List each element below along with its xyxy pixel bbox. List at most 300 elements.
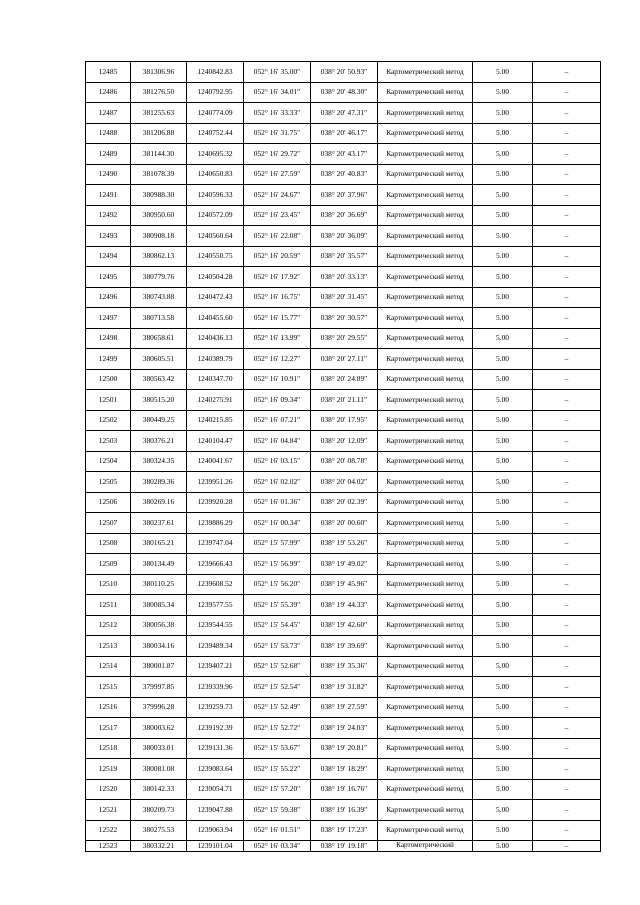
accuracy-cell: 5.00 [473,697,533,718]
latitude-cell: 052° 16′ 01.36″ [244,492,311,513]
point-number-cell: 12503 [86,431,131,452]
accuracy-cell: 5.00 [473,656,533,677]
longitude-cell: 038° 20′ 35.57″ [311,246,378,267]
table-row [86,205,601,226]
accuracy-cell: 5.00 [473,574,533,595]
note-cell: – [533,451,601,472]
table-row [86,779,601,800]
longitude-cell: 038° 19′ 18.29″ [311,759,378,780]
point-number-cell: 12496 [86,287,131,308]
table-row [86,369,601,390]
latitude-cell: 052° 16′ 34.01″ [244,82,311,103]
longitude-cell: 038° 20′ 17.95″ [311,410,378,431]
y-coordinate-cell: 1239886.29 [187,513,244,534]
latitude-cell: 052° 16′ 03.15″ [244,451,311,472]
point-number-cell: 12494 [86,246,131,267]
point-number-cell: 12513 [86,636,131,657]
accuracy-cell: 5.00 [473,103,533,124]
method-cell: Картометрический метод [378,328,473,349]
x-coordinate-cell: 380658.61 [131,328,187,349]
longitude-cell: 038° 20′ 50.93″ [311,62,378,83]
accuracy-cell: 5.00 [473,595,533,616]
longitude-cell: 038° 19′ 44.33″ [311,595,378,616]
accuracy-cell: 5.00 [473,779,533,800]
method-cell: Картометрический метод [378,492,473,513]
table-row [86,677,601,698]
method-cell: Картометрический метод [378,800,473,821]
point-number-cell: 12519 [86,759,131,780]
longitude-cell: 038° 20′ 08.78″ [311,451,378,472]
method-cell: Картометрический метод [378,697,473,718]
method-cell: Картометрический метод [378,738,473,759]
table-row [86,185,601,206]
point-number-cell: 12521 [86,800,131,821]
point-number-cell: 12512 [86,615,131,636]
x-coordinate-cell: 379997.85 [131,677,187,698]
latitude-cell: 052° 16′ 29.72″ [244,144,311,165]
note-cell: – [533,123,601,144]
accuracy-cell: 5.00 [473,738,533,759]
table-row [86,164,601,185]
point-number-cell: 12500 [86,369,131,390]
table-row [86,246,601,267]
y-coordinate-cell: 1239489.34 [187,636,244,657]
method-cell: Картометрический метод [378,267,473,288]
latitude-cell: 052° 16′ 27.59″ [244,164,311,185]
accuracy-cell: 5.00 [473,451,533,472]
method-cell: Картометрический метод [378,62,473,83]
note-cell: – [533,738,601,759]
table-body [86,62,601,852]
table-row [86,472,601,493]
note-cell: – [533,164,601,185]
note-cell: – [533,492,601,513]
table-row [86,226,601,247]
accuracy-cell: 5.00 [473,164,533,185]
y-coordinate-cell: 1240347.70 [187,369,244,390]
latitude-cell: 052° 16′ 01.51″ [244,820,311,841]
longitude-cell: 038° 19′ 20.81″ [311,738,378,759]
longitude-cell: 038° 20′ 12.09″ [311,431,378,452]
y-coordinate-cell: 1239339.96 [187,677,244,698]
accuracy-cell: 5.00 [473,533,533,554]
table-row [86,513,601,534]
latitude-cell: 052° 16′ 09.34″ [244,390,311,411]
longitude-cell: 038° 20′ 47.31″ [311,103,378,124]
x-coordinate-cell: 380056.38 [131,615,187,636]
longitude-cell: 038° 20′ 43.17″ [311,144,378,165]
longitude-cell: 038° 19′ 19.18″ [311,841,378,852]
note-cell: – [533,144,601,165]
table-row [86,738,601,759]
table-row [86,103,601,124]
accuracy-cell: 5.00 [473,349,533,370]
longitude-cell: 038° 20′ 29.55″ [311,328,378,349]
note-cell: – [533,431,601,452]
latitude-cell: 052° 15′ 56.99″ [244,554,311,575]
y-coordinate-cell: 1240650.83 [187,164,244,185]
accuracy-cell: 5.00 [473,390,533,411]
latitude-cell: 052° 15′ 52.72″ [244,718,311,739]
point-number-cell: 12510 [86,574,131,595]
accuracy-cell: 5.00 [473,636,533,657]
table-row [86,267,601,288]
accuracy-cell: 5.00 [473,226,533,247]
x-coordinate-cell: 381078.39 [131,164,187,185]
x-coordinate-cell: 380237.61 [131,513,187,534]
longitude-cell: 038° 20′ 02.39″ [311,492,378,513]
method-cell: Картометрический метод [378,554,473,575]
point-number-cell: 12502 [86,410,131,431]
note-cell: – [533,103,601,124]
accuracy-cell: 5.00 [473,431,533,452]
latitude-cell: 052° 16′ 24.67″ [244,185,311,206]
note-cell: – [533,308,601,329]
x-coordinate-cell: 381255.63 [131,103,187,124]
point-number-cell: 12485 [86,62,131,83]
point-number-cell: 12489 [86,144,131,165]
point-number-cell: 12490 [86,164,131,185]
accuracy-cell: 5.00 [473,246,533,267]
accuracy-cell: 5.00 [473,513,533,534]
latitude-cell: 052° 16′ 10.91″ [244,369,311,390]
table-row [86,308,601,329]
table-row [86,410,601,431]
method-cell: Картометрический метод [378,164,473,185]
latitude-cell: 052° 15′ 52.49″ [244,697,311,718]
point-number-cell: 12518 [86,738,131,759]
x-coordinate-cell: 380269.16 [131,492,187,513]
x-coordinate-cell: 380165.21 [131,533,187,554]
longitude-cell: 038° 20′ 31.45″ [311,287,378,308]
note-cell: – [533,677,601,698]
point-number-cell: 12511 [86,595,131,616]
table-row [86,349,601,370]
table-row [86,574,601,595]
method-cell: Картометрический метод [378,205,473,226]
latitude-cell: 052° 15′ 52.54″ [244,677,311,698]
method-cell: Картометрический метод [378,144,473,165]
table-row [86,533,601,554]
x-coordinate-cell: 380332.21 [131,841,187,852]
x-coordinate-cell: 380085.34 [131,595,187,616]
method-cell: Картометрический метод [378,820,473,841]
point-number-cell: 12487 [86,103,131,124]
latitude-cell: 052° 15′ 56.20″ [244,574,311,595]
longitude-cell: 038° 20′ 27.11″ [311,349,378,370]
point-number-cell: 12506 [86,492,131,513]
note-cell: – [533,636,601,657]
longitude-cell: 038° 19′ 24.03″ [311,718,378,739]
method-cell: Картометрический метод [378,615,473,636]
point-number-cell: 12515 [86,677,131,698]
y-coordinate-cell: 1239063.94 [187,820,244,841]
latitude-cell: 052° 16′ 35.00″ [244,62,311,83]
method-cell: Картометрический метод [378,636,473,657]
table-row [86,451,601,472]
accuracy-cell: 5.00 [473,62,533,83]
point-number-cell: 12516 [86,697,131,718]
table-row [86,718,601,739]
table-row [86,841,601,852]
y-coordinate-cell: 1239577.55 [187,595,244,616]
point-number-cell: 12499 [86,349,131,370]
accuracy-cell: 5.00 [473,185,533,206]
table-row [86,800,601,821]
method-cell: Картометрический метод [378,718,473,739]
y-coordinate-cell: 1239259.73 [187,697,244,718]
note-cell: – [533,656,601,677]
note-cell: – [533,226,601,247]
note-cell: – [533,267,601,288]
table-row [86,123,601,144]
latitude-cell: 052° 16′ 22.08″ [244,226,311,247]
accuracy-cell: 5.00 [473,205,533,226]
latitude-cell: 052° 16′ 02.02″ [244,472,311,493]
table-row [86,287,601,308]
table-row [86,615,601,636]
longitude-cell: 038° 19′ 53.26″ [311,533,378,554]
y-coordinate-cell: 1239131.36 [187,738,244,759]
latitude-cell: 052° 15′ 55.39″ [244,595,311,616]
accuracy-cell: 5.00 [473,492,533,513]
note-cell: – [533,185,601,206]
table-row [86,390,601,411]
note-cell: – [533,779,601,800]
y-coordinate-cell: 1240695.32 [187,144,244,165]
note-cell: – [533,759,601,780]
table-row [86,144,601,165]
y-coordinate-cell: 1239192.39 [187,718,244,739]
y-coordinate-cell: 1239083.64 [187,759,244,780]
note-cell: – [533,533,601,554]
point-number-cell: 12504 [86,451,131,472]
longitude-cell: 038° 20′ 36.69″ [311,205,378,226]
note-cell: – [533,246,601,267]
point-number-cell: 12514 [86,656,131,677]
latitude-cell: 052° 15′ 53.67″ [244,738,311,759]
table-row [86,62,601,83]
method-cell: Картометрический метод [378,451,473,472]
table-row [86,759,601,780]
x-coordinate-cell: 380275.53 [131,820,187,841]
accuracy-cell: 5.00 [473,410,533,431]
y-coordinate-cell: 1239407.21 [187,656,244,677]
longitude-cell: 038° 20′ 36.09″ [311,226,378,247]
longitude-cell: 038° 20′ 40.83″ [311,164,378,185]
point-number-cell: 12509 [86,554,131,575]
y-coordinate-cell: 1240560.64 [187,226,244,247]
y-coordinate-cell: 1240389.79 [187,349,244,370]
latitude-cell: 052° 16′ 31.75″ [244,123,311,144]
table-row [86,595,601,616]
accuracy-cell: 5.00 [473,472,533,493]
y-coordinate-cell: 1240752.44 [187,123,244,144]
latitude-cell: 052° 16′ 20.59″ [244,246,311,267]
point-number-cell: 12488 [86,123,131,144]
x-coordinate-cell: 380908.18 [131,226,187,247]
x-coordinate-cell: 380209.73 [131,800,187,821]
x-coordinate-cell: 380950.60 [131,205,187,226]
point-number-cell: 12520 [86,779,131,800]
table-row [86,636,601,657]
longitude-cell: 038° 19′ 35.36″ [311,656,378,677]
x-coordinate-cell: 380779.76 [131,267,187,288]
longitude-cell: 038° 20′ 00.60″ [311,513,378,534]
longitude-cell: 038° 19′ 45.96″ [311,574,378,595]
longitude-cell: 038° 20′ 33.13″ [311,267,378,288]
longitude-cell: 038° 19′ 17.23″ [311,820,378,841]
accuracy-cell: 5.00 [473,759,533,780]
method-cell: Картометрический метод [378,349,473,370]
y-coordinate-cell: 1239951.26 [187,472,244,493]
y-coordinate-cell: 1239544.55 [187,615,244,636]
longitude-cell: 038° 19′ 39.69″ [311,636,378,657]
accuracy-cell: 5.00 [473,718,533,739]
y-coordinate-cell: 1240104.47 [187,431,244,452]
x-coordinate-cell: 380289.36 [131,472,187,493]
method-cell: Картометрический метод [378,226,473,247]
latitude-cell: 052° 16′ 07.21″ [244,410,311,431]
accuracy-cell: 5.00 [473,677,533,698]
longitude-cell: 038° 19′ 16.76″ [311,779,378,800]
note-cell: – [533,472,601,493]
latitude-cell: 052° 15′ 57.99″ [244,533,311,554]
table-row [86,82,601,103]
longitude-cell: 038° 19′ 31.82″ [311,677,378,698]
point-number-cell: 12523 [86,841,131,852]
y-coordinate-cell: 1240596.33 [187,185,244,206]
latitude-cell: 052° 16′ 33.33″ [244,103,311,124]
accuracy-cell: 5.00 [473,369,533,390]
point-number-cell: 12497 [86,308,131,329]
method-cell: Картометрический метод [378,185,473,206]
note-cell: – [533,615,601,636]
x-coordinate-cell: 380988.30 [131,185,187,206]
x-coordinate-cell: 381144.30 [131,144,187,165]
x-coordinate-cell: 381206.88 [131,123,187,144]
y-coordinate-cell: 1240774.09 [187,103,244,124]
y-coordinate-cell: 1240504.28 [187,267,244,288]
table-row [86,492,601,513]
x-coordinate-cell: 380033.01 [131,738,187,759]
latitude-cell: 052° 15′ 57.20″ [244,779,311,800]
note-cell: – [533,820,601,841]
note-cell: – [533,574,601,595]
x-coordinate-cell: 380134.49 [131,554,187,575]
x-coordinate-cell: 380110.25 [131,574,187,595]
method-cell: Картометрический метод [378,472,473,493]
table-row [86,820,601,841]
x-coordinate-cell: 380034.16 [131,636,187,657]
method-cell: Картометрический метод [378,287,473,308]
table-row [86,554,601,575]
latitude-cell: 052° 15′ 54.45″ [244,615,311,636]
method-cell: Картометрический метод [378,246,473,267]
method-cell: Картометрический метод [378,123,473,144]
longitude-cell: 038° 19′ 49.02″ [311,554,378,575]
accuracy-cell: 5.00 [473,82,533,103]
x-coordinate-cell: 380324.35 [131,451,187,472]
method-cell: Картометрический метод [378,533,473,554]
x-coordinate-cell: 380142.33 [131,779,187,800]
y-coordinate-cell: 1240215.85 [187,410,244,431]
x-coordinate-cell: 380081.08 [131,759,187,780]
longitude-cell: 038° 20′ 37.96″ [311,185,378,206]
method-cell: Картометрический метод [378,431,473,452]
x-coordinate-cell: 380376.21 [131,431,187,452]
method-cell: Картометрический метод [378,595,473,616]
accuracy-cell: 5.00 [473,841,533,852]
x-coordinate-cell: 379996.28 [131,697,187,718]
y-coordinate-cell: 1239666.43 [187,554,244,575]
note-cell: – [533,369,601,390]
longitude-cell: 038° 20′ 04.02″ [311,472,378,493]
y-coordinate-cell: 1240842.83 [187,62,244,83]
longitude-cell: 038° 19′ 16.39″ [311,800,378,821]
method-cell: Картометрический метод [378,779,473,800]
x-coordinate-cell: 380563.42 [131,369,187,390]
note-cell: – [533,62,601,83]
point-number-cell: 12505 [86,472,131,493]
point-number-cell: 12491 [86,185,131,206]
latitude-cell: 052° 15′ 52.68″ [244,656,311,677]
note-cell: – [533,718,601,739]
latitude-cell: 052° 16′ 04.84″ [244,431,311,452]
x-coordinate-cell: 381276.50 [131,82,187,103]
point-number-cell: 12498 [86,328,131,349]
y-coordinate-cell: 1240550.75 [187,246,244,267]
latitude-cell: 052° 15′ 59.38″ [244,800,311,821]
longitude-cell: 038° 19′ 27.59″ [311,697,378,718]
longitude-cell: 038° 20′ 48.30″ [311,82,378,103]
latitude-cell: 052° 16′ 13.99″ [244,328,311,349]
x-coordinate-cell: 380713.58 [131,308,187,329]
note-cell: – [533,390,601,411]
latitude-cell: 052° 16′ 12.27″ [244,349,311,370]
note-cell: – [533,328,601,349]
note-cell: – [533,841,601,852]
y-coordinate-cell: 1239608.52 [187,574,244,595]
y-coordinate-cell: 1239747.04 [187,533,244,554]
accuracy-cell: 5.00 [473,615,533,636]
accuracy-cell: 5.00 [473,308,533,329]
y-coordinate-cell: 1240472.43 [187,287,244,308]
x-coordinate-cell: 380605.51 [131,349,187,370]
y-coordinate-cell: 1240572.09 [187,205,244,226]
x-coordinate-cell: 380515.20 [131,390,187,411]
y-coordinate-cell: 1239047.88 [187,800,244,821]
x-coordinate-cell: 381306.96 [131,62,187,83]
table-row [86,431,601,452]
latitude-cell: 052° 16′ 17.92″ [244,267,311,288]
point-number-cell: 12517 [86,718,131,739]
latitude-cell: 052° 16′ 03.34″ [244,841,311,852]
table-row [86,656,601,677]
method-cell: Картометрический метод [378,574,473,595]
accuracy-cell: 5.00 [473,287,533,308]
x-coordinate-cell: 380003.62 [131,718,187,739]
y-coordinate-cell: 1240792.95 [187,82,244,103]
latitude-cell: 052° 16′ 23.45″ [244,205,311,226]
accuracy-cell: 5.00 [473,554,533,575]
accuracy-cell: 5.00 [473,800,533,821]
point-number-cell: 12493 [86,226,131,247]
method-cell: Картометрический метод [378,82,473,103]
method-cell: Картометрический метод [378,759,473,780]
accuracy-cell: 5.00 [473,328,533,349]
table-row [86,697,601,718]
